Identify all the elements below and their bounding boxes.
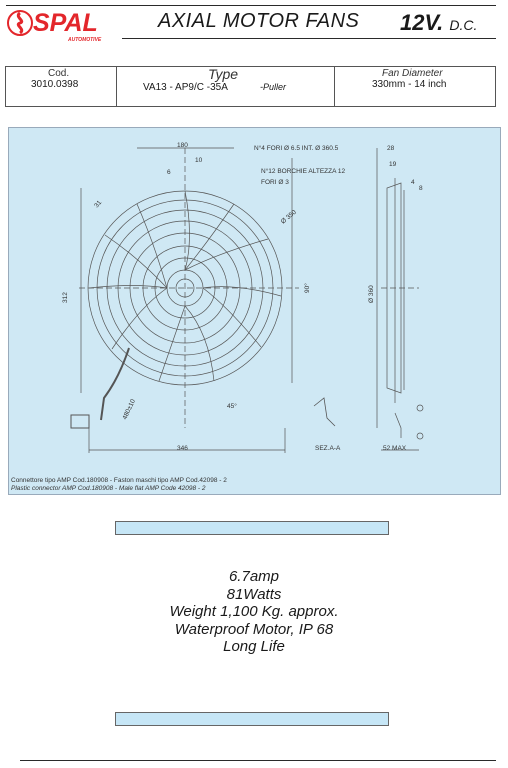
fan-side-view <box>377 148 423 450</box>
spec-list <box>0 568 508 668</box>
diameter-label: Fan Diameter <box>382 68 443 79</box>
spec-current: 6.7amp <box>228 568 280 585</box>
dim-312: 312 <box>62 292 69 303</box>
diameter-cell <box>335 67 495 106</box>
header-top-rule <box>6 5 496 6</box>
dim-90: 90° <box>304 283 311 293</box>
diameter-value: 330mm - 14 inch <box>372 79 447 90</box>
voltage-value: 12V. <box>400 10 444 35</box>
spal-emblem-icon <box>6 9 34 37</box>
logo-wordmark: SPAL <box>33 9 98 37</box>
spec-life: Long Life <box>223 638 285 655</box>
cod-value: 3010.0398 <box>31 79 79 90</box>
spal-logo <box>6 9 118 43</box>
dim-bores: FORI Ø 3 <box>261 179 289 186</box>
type-label: Type <box>208 66 239 82</box>
footer-rule <box>20 760 496 761</box>
dim-45: 45° <box>227 403 237 410</box>
voltage-label <box>400 10 477 36</box>
voltage-suffix: D.C. <box>449 17 478 33</box>
dim-19: 19 <box>389 161 397 168</box>
dim-4: 4 <box>411 179 415 186</box>
drawing-caption-english: Plastic connector AMP Cod.180908 - Male flat AMP Code 42098 - 2 <box>11 485 206 492</box>
dim-8: 8 <box>419 185 423 192</box>
page-title: AXIAL MOTOR FANS <box>158 10 360 32</box>
dim-360: Ø 360 <box>368 285 375 303</box>
spec-weight: Weight 1,100 Kg. approx. <box>169 603 339 620</box>
spec-waterproof: Waterproof Motor, IP 68 <box>174 621 334 638</box>
header-bottom-rule <box>122 38 496 39</box>
technical-drawing <box>8 127 501 495</box>
cod-cell <box>6 67 117 106</box>
info-table <box>5 66 496 107</box>
dim-31: 31 <box>93 199 104 210</box>
dim-6: 6 <box>167 169 171 176</box>
dim-10: 10 <box>195 157 203 164</box>
dim-bosses: N°12 BORCHIE ALTEZZA 12 <box>261 168 346 175</box>
fan-drawing-svg <box>9 128 500 494</box>
dim-180: 180 <box>177 142 188 149</box>
dim-346: 346 <box>177 445 188 452</box>
section-detail <box>314 398 335 426</box>
type-note: -Puller <box>260 82 287 92</box>
dim-52: 52 MAX <box>383 445 407 452</box>
drawing-caption-italian: Connettore tipo AMP Cod.180908 - Faston maschi tipo AMP Cod.42098 - 2 <box>11 477 227 484</box>
section-label: SEZ.A-A <box>315 445 341 452</box>
dim-holes: N°4 FORI Ø 6.5 INT. Ø 360.5 <box>254 145 339 152</box>
cod-label: Cod. <box>48 68 70 79</box>
dim-28: 28 <box>387 145 395 152</box>
fan-front-view <box>71 148 299 453</box>
bottom-blue-bar <box>115 712 389 726</box>
spec-power: 81Watts <box>226 586 282 603</box>
logo-subtitle: AUTOMOTIVE <box>68 37 102 43</box>
dim-350: Ø 350 <box>279 208 298 226</box>
type-value: VA13 - AP9/C -35A <box>143 82 228 93</box>
dim-cable: 480±10 <box>121 398 137 421</box>
top-blue-bar <box>115 521 389 535</box>
type-cell <box>117 67 335 106</box>
